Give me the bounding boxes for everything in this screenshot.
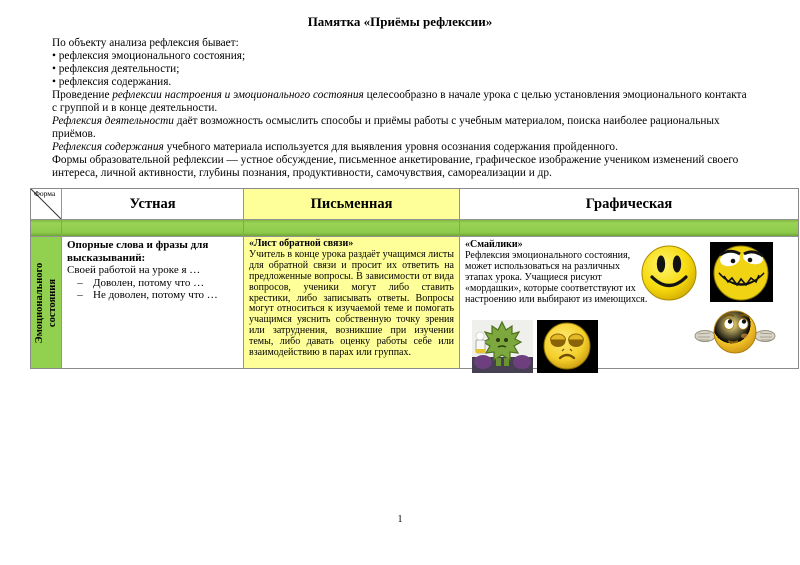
shrug-smiley-icon	[694, 309, 776, 355]
green-band-cell	[62, 220, 243, 236]
corner-label: Форма	[34, 189, 56, 198]
graphic-text	[465, 239, 648, 305]
intro-bullet: • рефлексия эмоционального состояния;	[52, 50, 246, 62]
text-segment: целесообразно в начале урока с целью установления эмоционального контакта с группой и в конце деятельности.	[52, 89, 747, 114]
oral-reflection-cell	[62, 237, 243, 368]
intro-line: По объекту анализа рефлексия бывает:	[52, 37, 239, 49]
written-reflection-cell	[244, 237, 459, 368]
text-segment: учебного материала используется для выявления уровня осознания содержания пройденного.	[163, 141, 618, 153]
text-segment: Проведение	[52, 89, 113, 101]
text-segment: даёт возможность осмыслить способы и приёмы работы с учебным материалом, поиска наиболее рациональных приёмов.	[52, 115, 720, 140]
intro-paragraph	[52, 89, 747, 115]
green-monster-icon	[472, 320, 533, 373]
oral-option	[67, 289, 238, 302]
graphic-reflection-cell	[460, 237, 798, 368]
oral-option	[67, 277, 238, 290]
intro-paragraph	[52, 115, 747, 141]
green-band-cell	[460, 220, 798, 236]
green-band-cell	[244, 220, 459, 236]
graphic-body: Рефлексия эмоционального состояния, может использоваться на различных этапах урока. Учащиеся рисуют «мордашки», которые соответствуют их настроению или выбирают из имеющихся.	[465, 250, 648, 305]
intro-bullet: • рефлексия содержания.	[52, 76, 172, 88]
graphic-heading: «Смайлики»	[465, 239, 523, 250]
text-segment-italic: Рефлексия содержания	[52, 141, 164, 153]
happy-smiley-icon	[640, 244, 698, 302]
table-corner-cell	[31, 189, 61, 219]
text-segment-italic: Рефлексия деятельности	[52, 115, 174, 127]
intro-bullet: • рефлексия деятельности;	[52, 63, 180, 75]
green-band-cell	[31, 220, 61, 236]
oral-option-text: Доволен, потому что …	[93, 276, 205, 289]
column-header-graphic: Графическая	[460, 189, 798, 219]
page-number: 1	[397, 514, 403, 525]
column-header-oral: Устная	[62, 189, 243, 219]
crazy-smiley-icon	[710, 242, 773, 302]
written-heading: «Лист обратной связи»	[249, 238, 354, 249]
sad-smiley-icon	[537, 320, 598, 373]
oral-heading: Опорные слова и фразы для высказываний:	[67, 239, 209, 264]
oral-lead: Своей работой на уроке я …	[67, 264, 201, 276]
column-header-written: Письменная	[244, 189, 459, 219]
intro-paragraph: Формы образовательной рефлексии — устное обсуждение, письменное анкетирование, графическое изображение учеником изменений своего интереса, личной активности, глубины познания, продуктивности, самочувствия, самореализации и др.	[52, 154, 739, 179]
intro-text	[52, 37, 747, 180]
reflection-table	[30, 188, 799, 369]
text-segment-italic: рефлексии настроения и эмоционального состояния	[112, 89, 364, 101]
intro-paragraph	[52, 141, 747, 154]
row-label-cell	[31, 237, 61, 368]
oral-option-text: Не доволен, потому что …	[93, 289, 218, 301]
dash-marker: –	[77, 276, 83, 289]
page-title: Памятка «Приёмы рефлексии»	[307, 14, 493, 29]
dash-marker: –	[77, 289, 83, 301]
written-body: Учитель в конце урока раздаёт учащимся листы для обратной связи и просит их ответить на предложенные вопросы. В зависимости от вида вопросов, ученики могут либо ставить крестики, либо записывать ответы. Вопросы могут относиться к изучаемой теме и помогать учащимся уяснить собственную точку зрения или затруднения, возникшие при изучении темы, либо давать оценку работы себе или взаимодействию в парах или группах.	[249, 248, 454, 359]
row-label-vertical-text: Эмоционального состояния	[34, 262, 58, 343]
